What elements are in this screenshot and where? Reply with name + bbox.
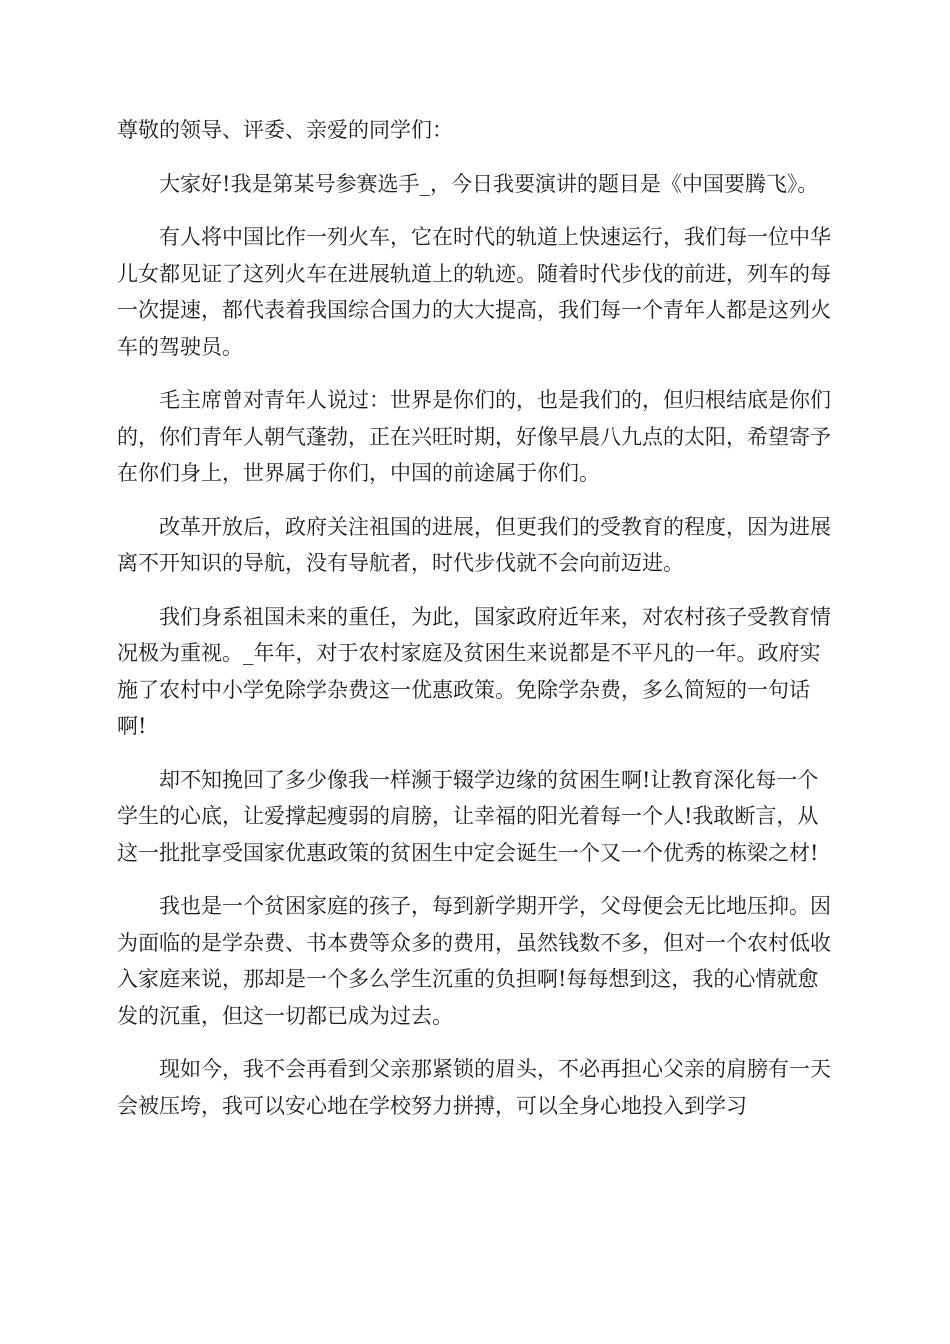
salutation: 尊敬的领导、评委、亲爱的同学们： [117,118,453,142]
paragraph-greeting: 大家好!我是第某号参赛选手_，今日我要演讲的题目是《中国要腾飞》。 [159,171,819,196]
paragraph-reform: 改革开放后，政府关注祖国的进展，但更我们的受教育的程度，因为进展离不开知识的导航，没有导航者，时代步伐就不会向前迈进。 [117,514,831,575]
paragraph-mao-quote: 毛主席曾对青年人说过：世界是你们的，也是我们的，但归根结底是你们的，你们青年人朝气蓬勃，正在兴旺时期，好像早晨八九点的太阳，希望寄予在你们身上，世界属于你们，中国的前途属于你们。 [117,388,831,485]
paragraph-present-day: 现如今，我不会再看到父亲那紧锁的眉头，不必再担心父亲的肩膀有一天会被压垮，我可以安心地在学校努力拼搏，可以全身心地投入到学习 [117,1057,831,1118]
paragraph-poor-students: 却不知挽回了多少像我一样濒于辍学边缘的贫困生啊!让教育深化每一个学生的心底，让爱撑起瘦弱的肩膀，让幸福的阳光着每一个人!我敢断言，从这一批批享受国家优惠政策的贫困生中定会诞生一个又一个优秀的栋梁之材! [117,767,819,865]
paragraph-rural-education: 我们身系祖国未来的重任，为此，国家政府近年来，对农村孩子受教育情况极为重视。_年年，对于农村家庭及贫困生来说都是不平凡的一年。政府实施了农村中小学免除学杂费这一优惠政策。免除学杂费，多么简短的一句话啊! [117,604,831,738]
speech-body [117,112,835,1141]
paragraph-train-metaphor: 有人将中国比作一列火车，它在时代的轨道上快速运行，我们每一位中华儿女都见证了这列火车在进展轨道上的轨迹。随着时代步伐的前进，列车的每一次提速，都代表着我国综合国力的大大提高，我们每一个青年人都是这列火车的驾驶员。 [117,225,831,359]
paragraph-personal-story: 我也是一个贫困家庭的孩子，每到新学期开学，父母便会无比地压抑。因为面临的是学杂费、书本费等众多的费用，虽然钱数不多，但对一个农村低收入家庭来说，那却是一个多么学生沉重的负担啊!每每想到这，我的心情就愈发的沉重，但这一切都已成为过去。 [117,894,831,1028]
